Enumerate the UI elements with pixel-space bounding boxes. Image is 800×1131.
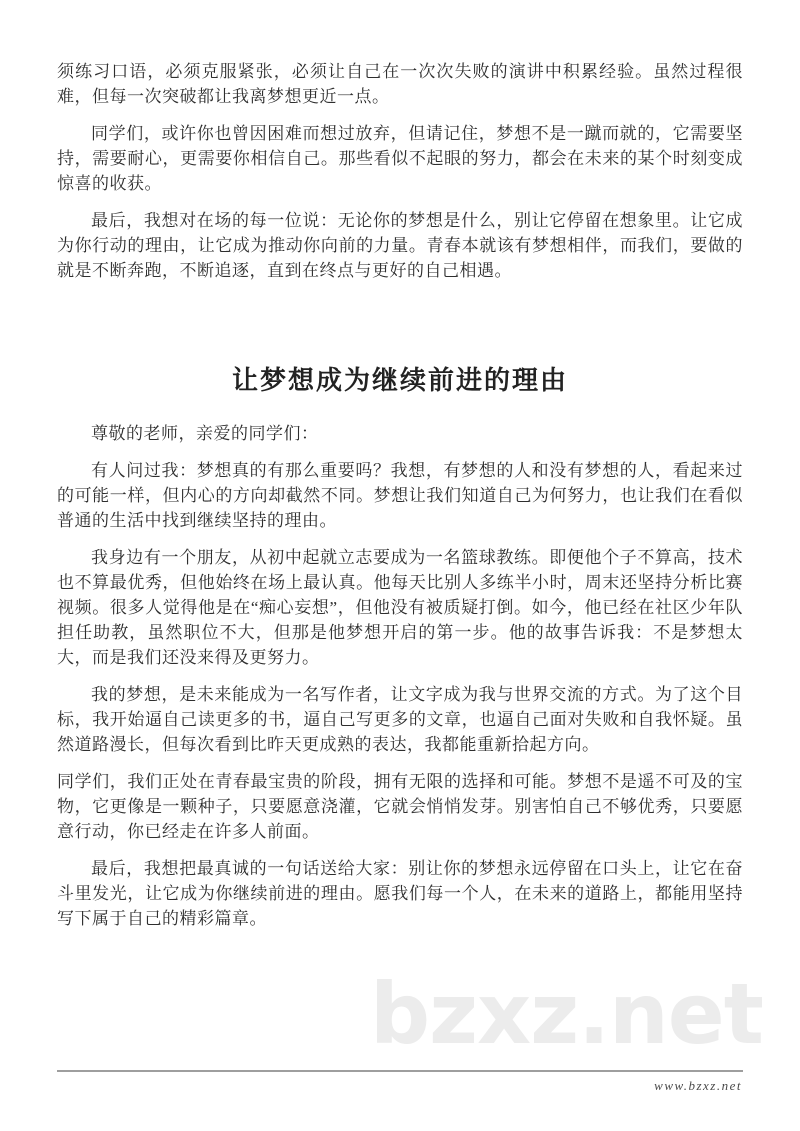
continuation-paragraph-2: 同学们，或许你也曾因困难而想过放弃，但请记住，梦想不是一蹴而就的，它需要坚持，需要耐心，更需要你相信自己。那些看似不起眼的努力，都会在未来的某个时刻变成惊喜的收获。 — [57, 124, 743, 193]
continuation-paragraph-3: 最后，我想对在场的每一位说：无论你的梦想是什么，别让它停留在想象里。让它成为你行动的理由，让它成为推动你向前的力量。青春本就该有梦想相伴，而我们，要做的就是不断奔跑，不断追逐，直到在终点与更好的自己相遇。 — [57, 211, 743, 280]
essay-paragraph-4: 同学们，我们正处在青春最宝贵的阶段，拥有无限的选择和可能。梦想不是遥不可及的宝物，它更像是一颗种子，只要愿意浇灌，它就会悄悄发芽。别害怕自己不够优秀，只要愿意行动，你已经走在许多人前面。 — [57, 772, 743, 841]
essay-title: 让梦想成为继续前进的理由 — [231, 366, 568, 395]
essay-paragraph-5: 最后，我想把最真诚的一句话送给大家：别让你的梦想永远停留在口头上，让它在奋斗里发光，让它成为你继续前进的理由。愿我们每一个人，在未来的道路上，都能用坚持写下属于自己的精彩篇章。 — [57, 859, 743, 928]
site-watermark: bzxz.net — [370, 965, 763, 1063]
document-body — [57, 59, 743, 943]
footer-divider — [57, 1070, 743, 1072]
footer-site-url: www.bzxz.net — [654, 1078, 742, 1093]
essay-greeting: 尊敬的老师，亲爱的同学们： — [91, 424, 319, 443]
continuation-paragraph-1: 须练习口语，必须克服紧张，必须让自己在一次次失败的演讲中积累经验。虽然过程很难，但每一次突破都让我离梦想更近一点。 — [57, 62, 743, 106]
essay-paragraph-3: 我的梦想，是未来能成为一名写作者，让文字成为我与世界交流的方式。为了这个目标，我开始逼自己读更多的书，逼自己写更多的文章，也逼自己面对失败和自我怀疑。虽然道路漫长，但每次看到比昨天更成熟的表达，我都能重新拾起方向。 — [57, 685, 743, 754]
essay-paragraph-1: 有人问过我：梦想真的有那么重要吗？我想，有梦想的人和没有梦想的人，看起来过的可能一样，但内心的方向却截然不同。梦想让我们知道自己为何努力，也让我们在看似普通的生活中找到继续坚持的理由。 — [57, 461, 743, 530]
essay-paragraph-2: 我身边有一个朋友，从初中起就立志要成为一名篮球教练。即便他个子不算高，技术也不算最优秀，但他始终在场上最认真。他每天比别人多练半小时，周末还坚持分析比赛视频。很多人觉得他是在“痴心妄想”，但他没有被质疑打倒。如今，他已经在社区少年队担任助教，虽然职位不大，但那是他梦想开启的第一步。他的故事告诉我：不是梦想太大，而是我们还没来得及更努力。 — [57, 548, 743, 667]
